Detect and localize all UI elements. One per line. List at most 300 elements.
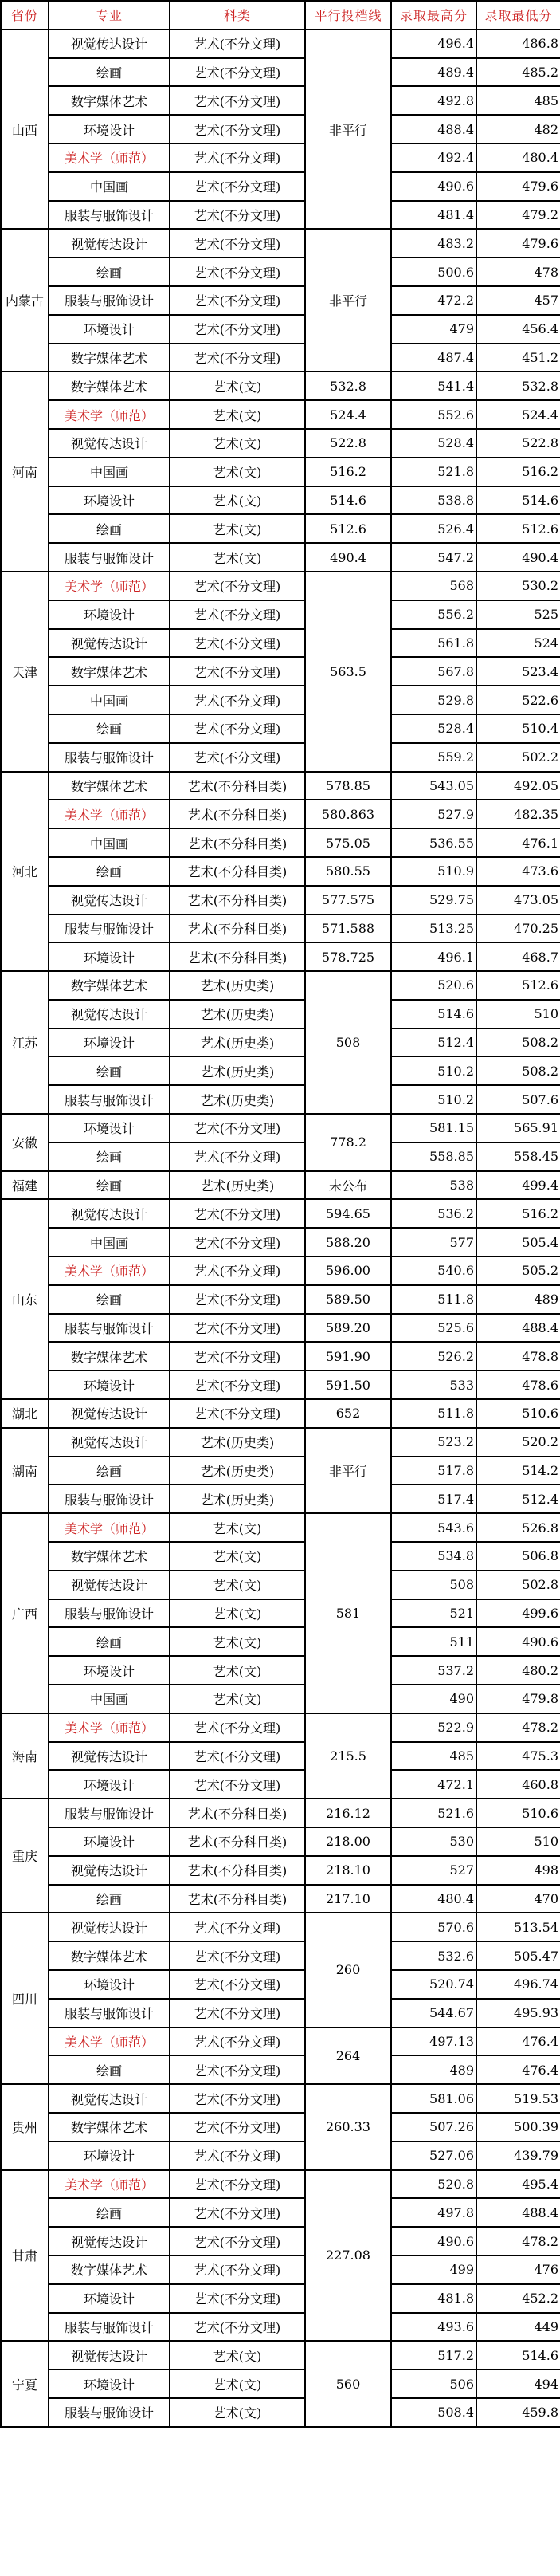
- parallel-line-cell: 514.6: [305, 486, 391, 515]
- table-row: [1, 1513, 560, 1542]
- max-score-cell: 508.4: [391, 2398, 476, 2427]
- major-cell: 环境设计: [49, 942, 170, 971]
- table-row: [1, 1485, 560, 1513]
- major-cell: 数字媒体艺术: [49, 657, 170, 686]
- category-cell: 艺术(不分文理): [170, 1257, 305, 1285]
- table-row: [1, 1056, 560, 1085]
- min-score-cell: 532.8: [476, 372, 560, 400]
- max-score-cell: 520.6: [391, 971, 476, 1000]
- parallel-line-cell: 589.50: [305, 1285, 391, 1314]
- table-row: [1, 1799, 560, 1827]
- table-row: [1, 2170, 560, 2199]
- min-score-cell: 470.25: [476, 914, 560, 943]
- major-cell: 服装与服饰设计: [49, 543, 170, 572]
- category-cell: 艺术(不分科目类): [170, 857, 305, 886]
- parallel-line-cell: 非平行: [305, 229, 391, 372]
- table-row: [1, 2055, 560, 2084]
- category-cell: 艺术(不分科目类): [170, 800, 305, 828]
- category-cell: 艺术(不分文理): [170, 1228, 305, 1257]
- table-row: [1, 315, 560, 344]
- province-cell: 山西: [1, 29, 49, 230]
- parallel-line-cell: 532.8: [305, 372, 391, 400]
- max-score-cell: 490.6: [391, 2227, 476, 2255]
- min-score-cell: 459.8: [476, 2398, 560, 2427]
- category-cell: 艺术(不分文理): [170, 315, 305, 344]
- table-row: [1, 686, 560, 714]
- major-cell: 美术学（师范）: [49, 2170, 170, 2199]
- major-cell: 数字媒体艺术: [49, 772, 170, 800]
- major-cell: 服装与服饰设计: [49, 1314, 170, 1343]
- major-cell: 中国画: [49, 1685, 170, 1713]
- min-score-cell: 456.4: [476, 315, 560, 344]
- category-cell: 艺术(不分文理): [170, 1970, 305, 1999]
- category-cell: 艺术(不分文理): [170, 286, 305, 315]
- major-cell: 服装与服饰设计: [49, 2398, 170, 2427]
- major-cell: 美术学（师范）: [49, 1513, 170, 1542]
- table-row: [1, 1085, 560, 1114]
- major-cell: 中国画: [49, 686, 170, 714]
- max-score-cell: 489.4: [391, 58, 476, 87]
- category-cell: 艺术(不分科目类): [170, 942, 305, 971]
- table-row: [1, 600, 560, 629]
- min-score-cell: 558.45: [476, 1142, 560, 1171]
- min-score-cell: 526.8: [476, 1513, 560, 1542]
- max-score-cell: 523.2: [391, 1428, 476, 1457]
- category-cell: 艺术(不分文理): [170, 629, 305, 658]
- min-score-cell: 475.3: [476, 1742, 560, 1771]
- max-score-cell: 527: [391, 1856, 476, 1885]
- max-score-cell: 527.06: [391, 2141, 476, 2170]
- category-cell: 艺术(不分文理): [170, 600, 305, 629]
- table-row: [1, 2113, 560, 2141]
- header-major: 专业: [49, 1, 170, 29]
- major-cell: 美术学（师范）: [49, 800, 170, 828]
- category-cell: 艺术(不分文理): [170, 2141, 305, 2170]
- province-cell: 广西: [1, 1513, 49, 1713]
- major-cell: 服装与服饰设计: [49, 201, 170, 230]
- parallel-line-cell: 594.65: [305, 1199, 391, 1228]
- province-cell: 海南: [1, 1713, 49, 1799]
- table-row: [1, 1428, 560, 1457]
- table-row: [1, 2284, 560, 2313]
- min-score-cell: 460.8: [476, 1770, 560, 1799]
- table-row: [1, 1913, 560, 1941]
- parallel-line-cell: 577.575: [305, 886, 391, 914]
- max-score-cell: 517.4: [391, 1485, 476, 1513]
- max-score-cell: 511.8: [391, 1399, 476, 1428]
- table-row: [1, 914, 560, 943]
- major-cell: 数字媒体艺术: [49, 372, 170, 400]
- table-row: [1, 1228, 560, 1257]
- category-cell: 艺术(不分文理): [170, 115, 305, 144]
- parallel-line-cell: 218.10: [305, 1856, 391, 1885]
- max-score-cell: 528.4: [391, 429, 476, 458]
- table-row: [1, 1571, 560, 1599]
- table-row: [1, 58, 560, 87]
- province-cell: 天津: [1, 572, 49, 772]
- parallel-line-cell: 580.55: [305, 857, 391, 886]
- major-cell: 视觉传达设计: [49, 1742, 170, 1771]
- min-score-cell: 499.4: [476, 1171, 560, 1200]
- max-score-cell: 558.85: [391, 1142, 476, 1171]
- max-score-cell: 492.8: [391, 86, 476, 115]
- parallel-line-cell: 571.588: [305, 914, 391, 943]
- min-score-cell: 488.4: [476, 2198, 560, 2227]
- major-cell: 环境设计: [49, 2284, 170, 2313]
- max-score-cell: 496.1: [391, 942, 476, 971]
- category-cell: 艺术(不分科目类): [170, 1799, 305, 1827]
- category-cell: 艺术(不分文理): [170, 743, 305, 772]
- min-score-cell: 470: [476, 1885, 560, 1913]
- major-cell: 环境设计: [49, 1114, 170, 1142]
- category-cell: 艺术(不分文理): [170, 1941, 305, 1970]
- category-cell: 艺术(不分文理): [170, 686, 305, 714]
- major-cell: 绘画: [49, 1142, 170, 1171]
- category-cell: 艺术(文): [170, 1685, 305, 1713]
- category-cell: 艺术(历史类): [170, 1056, 305, 1085]
- max-score-cell: 534.8: [391, 1542, 476, 1571]
- major-cell: 数字媒体艺术: [49, 344, 170, 372]
- category-cell: 艺术(不分科目类): [170, 828, 305, 857]
- table-row: [1, 1856, 560, 1885]
- max-score-cell: 522.9: [391, 1713, 476, 1742]
- header-min-score: 录取最低分: [476, 1, 560, 29]
- max-score-cell: 507.26: [391, 2113, 476, 2141]
- category-cell: 艺术(文): [170, 400, 305, 429]
- min-score-cell: 510: [476, 1827, 560, 1856]
- table-row: [1, 1285, 560, 1314]
- category-cell: 艺术(不分科目类): [170, 1856, 305, 1885]
- min-score-cell: 510.4: [476, 714, 560, 743]
- category-cell: 艺术(文): [170, 543, 305, 572]
- min-score-cell: 505.47: [476, 1941, 560, 1970]
- table-row: [1, 514, 560, 543]
- major-cell: 视觉传达设计: [49, 429, 170, 458]
- table-row: [1, 201, 560, 230]
- min-score-cell: 476.4: [476, 2055, 560, 2084]
- category-cell: 艺术(不分文理): [170, 1913, 305, 1941]
- table-row: [1, 629, 560, 658]
- parallel-line-cell: 652: [305, 1399, 391, 1428]
- max-score-cell: 510.9: [391, 857, 476, 886]
- table-row: [1, 1999, 560, 2027]
- max-score-cell: 552.6: [391, 400, 476, 429]
- max-score-cell: 472.1: [391, 1770, 476, 1799]
- province-cell: 贵州: [1, 2084, 49, 2169]
- category-cell: 艺术(不分文理): [170, 657, 305, 686]
- table-row: [1, 1457, 560, 1485]
- min-score-cell: 512.4: [476, 1485, 560, 1513]
- max-score-cell: 480.4: [391, 1885, 476, 1913]
- category-cell: 艺术(不分文理): [170, 1713, 305, 1742]
- major-cell: 绘画: [49, 1056, 170, 1085]
- major-cell: 视觉传达设计: [49, 1428, 170, 1457]
- max-score-cell: 577: [391, 1228, 476, 1257]
- min-score-cell: 502.2: [476, 743, 560, 772]
- major-cell: 环境设计: [49, 486, 170, 515]
- table-row: [1, 1371, 560, 1399]
- min-score-cell: 482: [476, 115, 560, 144]
- min-score-cell: 480.4: [476, 144, 560, 172]
- table-row: [1, 172, 560, 201]
- min-score-cell: 439.79: [476, 2141, 560, 2170]
- table-row: [1, 1199, 560, 1228]
- max-score-cell: 514.6: [391, 1000, 476, 1028]
- parallel-line-cell: 490.4: [305, 543, 391, 572]
- min-score-cell: 495.4: [476, 2170, 560, 2199]
- category-cell: 艺术(历史类): [170, 1171, 305, 1200]
- table-row: [1, 2227, 560, 2255]
- max-score-cell: 497.8: [391, 2198, 476, 2227]
- major-cell: 绘画: [49, 1285, 170, 1314]
- max-score-cell: 490: [391, 1685, 476, 1713]
- min-score-cell: 478.8: [476, 1342, 560, 1371]
- table-row: [1, 486, 560, 515]
- major-cell: 绘画: [49, 1457, 170, 1485]
- max-score-cell: 492.4: [391, 144, 476, 172]
- major-cell: 数字媒体艺术: [49, 1941, 170, 1970]
- major-cell: 视觉传达设计: [49, 1571, 170, 1599]
- table-row: [1, 1656, 560, 1685]
- category-cell: 艺术(不分文理): [170, 1999, 305, 2027]
- category-cell: 艺术(文): [170, 1513, 305, 1542]
- table-row: [1, 2027, 560, 2056]
- major-cell: 绘画: [49, 514, 170, 543]
- max-score-cell: 510.2: [391, 1085, 476, 1114]
- table-row: [1, 1885, 560, 1913]
- min-score-cell: 490.6: [476, 1627, 560, 1656]
- major-cell: 美术学（师范）: [49, 144, 170, 172]
- category-cell: 艺术(不分文理): [170, 58, 305, 87]
- category-cell: 艺术(文): [170, 514, 305, 543]
- max-score-cell: 529.8: [391, 686, 476, 714]
- max-score-cell: 496.4: [391, 29, 476, 58]
- min-score-cell: 524: [476, 629, 560, 658]
- max-score-cell: 472.2: [391, 286, 476, 315]
- max-score-cell: 540.6: [391, 1257, 476, 1285]
- category-cell: 艺术(文): [170, 1542, 305, 1571]
- table-row: [1, 2198, 560, 2227]
- table-row: [1, 1399, 560, 1428]
- table-row: [1, 400, 560, 429]
- major-cell: 视觉传达设计: [49, 1913, 170, 1941]
- major-cell: 绘画: [49, 1627, 170, 1656]
- major-cell: 绘画: [49, 857, 170, 886]
- max-score-cell: 536.55: [391, 828, 476, 857]
- max-score-cell: 556.2: [391, 600, 476, 629]
- major-cell: 服装与服饰设计: [49, 1085, 170, 1114]
- min-score-cell: 513.54: [476, 1913, 560, 1941]
- major-cell: 环境设计: [49, 115, 170, 144]
- header-category: 科类: [170, 1, 305, 29]
- min-score-cell: 507.6: [476, 1085, 560, 1114]
- table-row: [1, 144, 560, 172]
- parallel-line-cell: 563.5: [305, 572, 391, 772]
- major-cell: 服装与服饰设计: [49, 1599, 170, 1628]
- major-cell: 视觉传达设计: [49, 886, 170, 914]
- header-row: [1, 1, 560, 29]
- min-score-cell: 478.6: [476, 1371, 560, 1399]
- max-score-cell: 529.75: [391, 886, 476, 914]
- min-score-cell: 476.4: [476, 2027, 560, 2056]
- major-cell: 服装与服饰设计: [49, 286, 170, 315]
- table-row: [1, 1685, 560, 1713]
- major-cell: 绘画: [49, 1171, 170, 1200]
- min-score-cell: 492.05: [476, 772, 560, 800]
- max-score-cell: 508: [391, 1571, 476, 1599]
- category-cell: 艺术(不分文理): [170, 1142, 305, 1171]
- category-cell: 艺术(不分文理): [170, 1285, 305, 1314]
- category-cell: 艺术(文): [170, 1627, 305, 1656]
- parallel-line-cell: 522.8: [305, 429, 391, 458]
- table-row: [1, 1627, 560, 1656]
- table-row: [1, 543, 560, 572]
- table-row: [1, 2398, 560, 2427]
- max-score-cell: 567.8: [391, 657, 476, 686]
- table-row: [1, 1713, 560, 1742]
- category-cell: 艺术(不分科目类): [170, 886, 305, 914]
- category-cell: 艺术(不分文理): [170, 258, 305, 286]
- min-score-cell: 516.2: [476, 458, 560, 486]
- province-cell: 湖北: [1, 1399, 49, 1428]
- major-cell: 环境设计: [49, 315, 170, 344]
- category-cell: 艺术(不分文理): [170, 2284, 305, 2313]
- min-score-cell: 479.6: [476, 229, 560, 258]
- major-cell: 视觉传达设计: [49, 1000, 170, 1028]
- max-score-cell: 538.8: [391, 486, 476, 515]
- parallel-line-cell: 非平行: [305, 1428, 391, 1513]
- parallel-line-cell: 516.2: [305, 458, 391, 486]
- min-score-cell: 479.2: [476, 201, 560, 230]
- max-score-cell: 561.8: [391, 629, 476, 658]
- table-row: [1, 115, 560, 144]
- parallel-line-cell: 未公布: [305, 1171, 391, 1200]
- category-cell: 艺术(不分文理): [170, 86, 305, 115]
- major-cell: 美术学（师范）: [49, 1257, 170, 1285]
- max-score-cell: 547.2: [391, 543, 476, 572]
- max-score-cell: 490.6: [391, 172, 476, 201]
- major-cell: 中国画: [49, 172, 170, 201]
- table-row: [1, 1142, 560, 1171]
- max-score-cell: 479: [391, 315, 476, 344]
- category-cell: 艺术(不分文理): [170, 2027, 305, 2056]
- max-score-cell: 541.4: [391, 372, 476, 400]
- province-cell: 河南: [1, 372, 49, 572]
- category-cell: 艺术(文): [170, 429, 305, 458]
- major-cell: 环境设计: [49, 1770, 170, 1799]
- table-row: [1, 828, 560, 857]
- major-cell: 环境设计: [49, 2370, 170, 2398]
- major-cell: 服装与服饰设计: [49, 914, 170, 943]
- min-score-cell: 473.05: [476, 886, 560, 914]
- max-score-cell: 481.8: [391, 2284, 476, 2313]
- major-cell: 美术学（师范）: [49, 2027, 170, 2056]
- min-score-cell: 530.2: [476, 572, 560, 600]
- max-score-cell: 525.6: [391, 1314, 476, 1343]
- max-score-cell: 481.4: [391, 201, 476, 230]
- category-cell: 艺术(历史类): [170, 971, 305, 1000]
- max-score-cell: 526.2: [391, 1342, 476, 1371]
- category-cell: 艺术(不分文理): [170, 2055, 305, 2084]
- category-cell: 艺术(不分文理): [170, 2170, 305, 2199]
- min-score-cell: 512.6: [476, 971, 560, 1000]
- parallel-line-cell: 588.20: [305, 1228, 391, 1257]
- min-score-cell: 495.93: [476, 1999, 560, 2027]
- category-cell: 艺术(不分文理): [170, 172, 305, 201]
- min-score-cell: 523.4: [476, 657, 560, 686]
- table-row: [1, 229, 560, 258]
- max-score-cell: 489: [391, 2055, 476, 2084]
- min-score-cell: 451.2: [476, 344, 560, 372]
- min-score-cell: 506.8: [476, 1542, 560, 1571]
- major-cell: 服装与服饰设计: [49, 743, 170, 772]
- max-score-cell: 544.67: [391, 1999, 476, 2027]
- table-row: [1, 1257, 560, 1285]
- category-cell: 艺术(不分文理): [170, 1371, 305, 1399]
- min-score-cell: 482.35: [476, 800, 560, 828]
- min-score-cell: 485.2: [476, 58, 560, 87]
- category-cell: 艺术(历史类): [170, 1457, 305, 1485]
- table-row: [1, 800, 560, 828]
- province-cell: 内蒙古: [1, 229, 49, 372]
- table-row: [1, 2084, 560, 2113]
- max-score-cell: 528.4: [391, 714, 476, 743]
- major-cell: 数字媒体艺术: [49, 1342, 170, 1371]
- category-cell: 艺术(文): [170, 1571, 305, 1599]
- major-cell: 中国画: [49, 828, 170, 857]
- major-cell: 视觉传达设计: [49, 1856, 170, 1885]
- min-score-cell: 502.8: [476, 1571, 560, 1599]
- major-cell: 绘画: [49, 2198, 170, 2227]
- table-header: [1, 1, 560, 29]
- category-cell: 艺术(不分文理): [170, 1342, 305, 1371]
- province-cell: 甘肃: [1, 2170, 49, 2342]
- table-row: [1, 971, 560, 1000]
- category-cell: 艺术(不分文理): [170, 1314, 305, 1343]
- min-score-cell: 505.4: [476, 1228, 560, 1257]
- category-cell: 艺术(不分文理): [170, 714, 305, 743]
- min-score-cell: 514.6: [476, 2341, 560, 2370]
- category-cell: 艺术(文): [170, 1599, 305, 1628]
- max-score-cell: 485: [391, 1742, 476, 1771]
- category-cell: 艺术(文): [170, 486, 305, 515]
- max-score-cell: 520.8: [391, 2170, 476, 2199]
- table-row: [1, 1599, 560, 1628]
- parallel-line-cell: 264: [305, 2027, 391, 2085]
- parallel-line-cell: 589.20: [305, 1314, 391, 1343]
- province-cell: 四川: [1, 1913, 49, 2084]
- major-cell: 视觉传达设计: [49, 29, 170, 58]
- table-row: [1, 2341, 560, 2370]
- max-score-cell: 512.4: [391, 1028, 476, 1057]
- max-score-cell: 500.6: [391, 258, 476, 286]
- min-score-cell: 486.8: [476, 29, 560, 58]
- category-cell: 艺术(不分文理): [170, 1399, 305, 1428]
- max-score-cell: 536.2: [391, 1199, 476, 1228]
- header-max-score: 录取最高分: [391, 1, 476, 29]
- max-score-cell: 568: [391, 572, 476, 600]
- min-score-cell: 485: [476, 86, 560, 115]
- max-score-cell: 521.8: [391, 458, 476, 486]
- major-cell: 环境设计: [49, 1371, 170, 1399]
- category-cell: 艺术(不分文理): [170, 344, 305, 372]
- min-score-cell: 524.4: [476, 400, 560, 429]
- province-cell: 河北: [1, 772, 49, 972]
- max-score-cell: 520.74: [391, 1970, 476, 1999]
- max-score-cell: 521.6: [391, 1799, 476, 1827]
- parallel-line-cell: 524.4: [305, 400, 391, 429]
- min-score-cell: 500.39: [476, 2113, 560, 2141]
